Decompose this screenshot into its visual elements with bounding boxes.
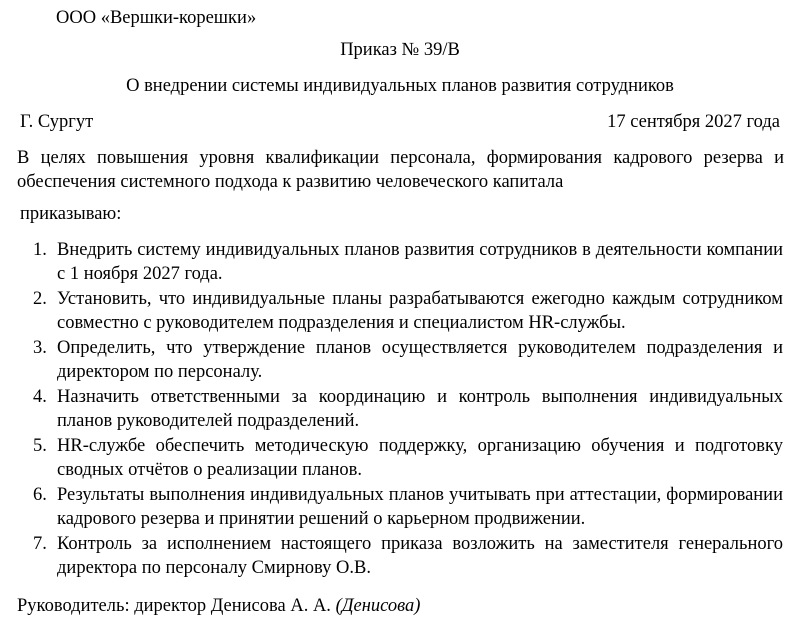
order-item bbox=[33, 336, 783, 384]
order-item bbox=[33, 483, 783, 531]
preamble: В целях повышения уровня квалификации персонала, формирования кадрового резерва и обеспечения системного подхода к развитию человеческого капитала bbox=[17, 148, 784, 192]
order-item bbox=[33, 385, 783, 433]
order-item-number: 4. bbox=[33, 387, 47, 407]
decree-word: приказываю: bbox=[20, 204, 122, 224]
order-item-text: Контроль за исполнением настоящего приказа возложить на заместителя генерального директора по персоналу Смирнову О.В. bbox=[57, 534, 783, 578]
order-item bbox=[33, 287, 783, 335]
order-item-number: 3. bbox=[33, 338, 47, 358]
order-item-number: 7. bbox=[33, 534, 47, 554]
order-items-list bbox=[0, 238, 800, 581]
order-item-text: Внедрить систему индивидуальных планов развития сотрудников в деятельности компании с 1 ноября 2027 года. bbox=[57, 240, 783, 284]
order-title: Приказ № 39/В bbox=[340, 40, 460, 60]
order-item bbox=[33, 434, 783, 482]
order-subject: О внедрении системы индивидуальных планов развития сотрудников bbox=[126, 76, 674, 96]
signature-line bbox=[17, 594, 420, 618]
organization-name: ООО «Вершки-корешки» bbox=[56, 8, 257, 28]
signature-name: (Денисова) bbox=[335, 596, 421, 616]
order-date: 17 сентября 2027 года bbox=[607, 112, 780, 132]
order-item bbox=[33, 238, 783, 286]
order-item-number: 5. bbox=[33, 436, 47, 456]
order-item-text: Определить, что утверждение планов осуществляется руководителем подразделения и директором по персоналу. bbox=[57, 338, 783, 382]
city: Г. Сургут bbox=[20, 112, 94, 132]
order-item bbox=[33, 532, 783, 580]
order-item-text: Результаты выполнения индивидуальных планов учитывать при аттестации, формировании кадрового резерва и принятии решений о карьерном продвижении. bbox=[57, 485, 783, 529]
order-item-number: 2. bbox=[33, 289, 47, 309]
signature-label: Руководитель: директор Денисова А. А. bbox=[17, 596, 331, 616]
order-item-text: Назначить ответственными за координацию и контроль выполнения индивидуальных планов руководителей подразделений. bbox=[57, 387, 783, 431]
order-item-number: 6. bbox=[33, 485, 47, 505]
order-item-text: Установить, что индивидуальные планы разрабатываются ежегодно каждым сотрудником совместно с руководителем подразделения и специалистом HR-службы. bbox=[57, 289, 783, 333]
order-item-number: 1. bbox=[33, 240, 47, 260]
order-item-text: HR-службе обеспечить методическую поддержку, организацию обучения и подготовку сводных отчётов о реализации планов. bbox=[57, 436, 783, 480]
